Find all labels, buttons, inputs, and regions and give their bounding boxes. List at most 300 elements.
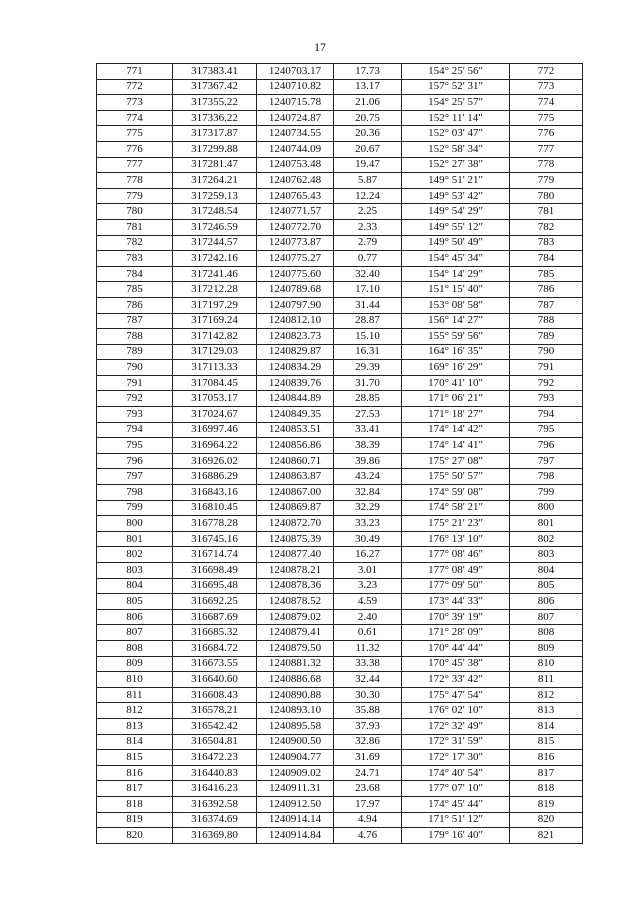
- direction-angle-cell: 174° 14' 42": [402, 422, 510, 438]
- table-row: [97, 438, 583, 454]
- table-row: [97, 703, 583, 719]
- next-point-number-cell: 814: [510, 718, 583, 734]
- next-point-number-cell: 778: [510, 157, 583, 173]
- y-coordinate-cell: 1240878.36: [257, 578, 334, 594]
- point-number-cell: 818: [97, 796, 173, 812]
- x-coordinate-cell: 316687.69: [173, 609, 257, 625]
- table-row: [97, 812, 583, 828]
- direction-angle-cell: 176° 02' 10": [402, 703, 510, 719]
- table-row: [97, 594, 583, 610]
- coordinates-table-body: [97, 64, 583, 844]
- direction-angle-cell: 171° 18' 27": [402, 407, 510, 423]
- direction-angle-cell: 152° 58' 34": [402, 141, 510, 157]
- point-number-cell: 808: [97, 640, 173, 656]
- direction-angle-cell: 176° 13' 10": [402, 531, 510, 547]
- table-row: [97, 141, 583, 157]
- next-point-number-cell: 821: [510, 828, 583, 844]
- x-coordinate-cell: 316698.49: [173, 563, 257, 579]
- x-coordinate-cell: 316684.72: [173, 640, 257, 656]
- distance-cell: 39.86: [334, 453, 402, 469]
- y-coordinate-cell: 1240893.10: [257, 703, 334, 719]
- next-point-number-cell: 785: [510, 266, 583, 282]
- direction-angle-cell: 151° 15' 40": [402, 282, 510, 298]
- direction-angle-cell: 156° 14' 27": [402, 313, 510, 329]
- direction-angle-cell: 154° 14' 29": [402, 266, 510, 282]
- y-coordinate-cell: 1240856.86: [257, 438, 334, 454]
- distance-cell: 5.87: [334, 173, 402, 189]
- next-point-number-cell: 820: [510, 812, 583, 828]
- point-number-cell: 796: [97, 453, 173, 469]
- table-row: [97, 79, 583, 95]
- point-number-cell: 781: [97, 219, 173, 235]
- point-number-cell: 820: [97, 828, 173, 844]
- table-row: [97, 547, 583, 563]
- y-coordinate-cell: 1240765.43: [257, 188, 334, 204]
- point-number-cell: 803: [97, 563, 173, 579]
- direction-angle-cell: 152° 11' 14": [402, 110, 510, 126]
- y-coordinate-cell: 1240912.50: [257, 796, 334, 812]
- distance-cell: 13.17: [334, 79, 402, 95]
- x-coordinate-cell: 316369.80: [173, 828, 257, 844]
- table-row: [97, 188, 583, 204]
- point-number-cell: 771: [97, 64, 173, 80]
- table-row: [97, 531, 583, 547]
- next-point-number-cell: 799: [510, 485, 583, 501]
- distance-cell: 31.70: [334, 375, 402, 391]
- table-row: [97, 297, 583, 313]
- y-coordinate-cell: 1240773.87: [257, 235, 334, 251]
- table-row: [97, 828, 583, 844]
- x-coordinate-cell: 317246.59: [173, 219, 257, 235]
- table-row: [97, 609, 583, 625]
- x-coordinate-cell: 316714.74: [173, 547, 257, 563]
- next-point-number-cell: 786: [510, 282, 583, 298]
- y-coordinate-cell: 1240872.70: [257, 516, 334, 532]
- x-coordinate-cell: 316964.22: [173, 438, 257, 454]
- direction-angle-cell: 174° 40' 54": [402, 765, 510, 781]
- x-coordinate-cell: 316843.16: [173, 485, 257, 501]
- next-point-number-cell: 809: [510, 640, 583, 656]
- table-row: [97, 344, 583, 360]
- table-row: [97, 126, 583, 142]
- distance-cell: 17.73: [334, 64, 402, 80]
- table-row: [97, 469, 583, 485]
- table-row: [97, 765, 583, 781]
- x-coordinate-cell: 316416.23: [173, 781, 257, 797]
- table-row: [97, 453, 583, 469]
- distance-cell: 31.44: [334, 297, 402, 313]
- distance-cell: 17.97: [334, 796, 402, 812]
- next-point-number-cell: 804: [510, 563, 583, 579]
- x-coordinate-cell: 317197.29: [173, 297, 257, 313]
- table-row: [97, 173, 583, 189]
- next-point-number-cell: 816: [510, 750, 583, 766]
- point-number-cell: 789: [97, 344, 173, 360]
- table-row: [97, 266, 583, 282]
- direction-angle-cell: 153° 08' 58": [402, 297, 510, 313]
- next-point-number-cell: 815: [510, 734, 583, 750]
- table-row: [97, 391, 583, 407]
- point-number-cell: 795: [97, 438, 173, 454]
- next-point-number-cell: 801: [510, 516, 583, 532]
- distance-cell: 17.10: [334, 282, 402, 298]
- y-coordinate-cell: 1240900.50: [257, 734, 334, 750]
- table-row: [97, 251, 583, 267]
- x-coordinate-cell: 317299.88: [173, 141, 257, 157]
- table-row: [97, 578, 583, 594]
- x-coordinate-cell: 317259.13: [173, 188, 257, 204]
- point-number-cell: 794: [97, 422, 173, 438]
- table-row: [97, 95, 583, 111]
- distance-cell: 4.59: [334, 594, 402, 610]
- distance-cell: 2.25: [334, 204, 402, 220]
- table-row: [97, 500, 583, 516]
- direction-angle-cell: 175° 27' 08": [402, 453, 510, 469]
- x-coordinate-cell: 317264.21: [173, 173, 257, 189]
- x-coordinate-cell: 317336.22: [173, 110, 257, 126]
- point-number-cell: 782: [97, 235, 173, 251]
- distance-cell: 20.36: [334, 126, 402, 142]
- distance-cell: 4.94: [334, 812, 402, 828]
- table-row: [97, 516, 583, 532]
- y-coordinate-cell: 1240879.02: [257, 609, 334, 625]
- distance-cell: 20.75: [334, 110, 402, 126]
- distance-cell: 32.84: [334, 485, 402, 501]
- x-coordinate-cell: 316374.69: [173, 812, 257, 828]
- point-number-cell: 797: [97, 469, 173, 485]
- y-coordinate-cell: 1240829.87: [257, 344, 334, 360]
- x-coordinate-cell: 317241.46: [173, 266, 257, 282]
- point-number-cell: 777: [97, 157, 173, 173]
- table-row: [97, 718, 583, 734]
- y-coordinate-cell: 1240753.48: [257, 157, 334, 173]
- distance-cell: 32.86: [334, 734, 402, 750]
- next-point-number-cell: 789: [510, 329, 583, 345]
- y-coordinate-cell: 1240762.48: [257, 173, 334, 189]
- distance-cell: 0.77: [334, 251, 402, 267]
- y-coordinate-cell: 1240710.82: [257, 79, 334, 95]
- y-coordinate-cell: 1240839.76: [257, 375, 334, 391]
- next-point-number-cell: 802: [510, 531, 583, 547]
- table-row: [97, 219, 583, 235]
- point-number-cell: 819: [97, 812, 173, 828]
- distance-cell: 28.87: [334, 313, 402, 329]
- x-coordinate-cell: 317024.67: [173, 407, 257, 423]
- x-coordinate-cell: 316640.60: [173, 672, 257, 688]
- next-point-number-cell: 810: [510, 656, 583, 672]
- next-point-number-cell: 806: [510, 594, 583, 610]
- x-coordinate-cell: 317242.16: [173, 251, 257, 267]
- direction-angle-cell: 170° 41' 10": [402, 375, 510, 391]
- distance-cell: 2.33: [334, 219, 402, 235]
- direction-angle-cell: 177° 09' 50": [402, 578, 510, 594]
- y-coordinate-cell: 1240775.60: [257, 266, 334, 282]
- distance-cell: 20.67: [334, 141, 402, 157]
- x-coordinate-cell: 316778.28: [173, 516, 257, 532]
- point-number-cell: 780: [97, 204, 173, 220]
- x-coordinate-cell: 317383.41: [173, 64, 257, 80]
- direction-angle-cell: 154° 25' 56": [402, 64, 510, 80]
- direction-angle-cell: 164° 16' 35": [402, 344, 510, 360]
- direction-angle-cell: 175° 50' 57": [402, 469, 510, 485]
- y-coordinate-cell: 1240797.90: [257, 297, 334, 313]
- direction-angle-cell: 174° 58' 21": [402, 500, 510, 516]
- x-coordinate-cell: 317248.54: [173, 204, 257, 220]
- point-number-cell: 814: [97, 734, 173, 750]
- y-coordinate-cell: 1240878.21: [257, 563, 334, 579]
- distance-cell: 24.71: [334, 765, 402, 781]
- direction-angle-cell: 149° 53' 42": [402, 188, 510, 204]
- direction-angle-cell: 171° 51' 12": [402, 812, 510, 828]
- table-row: [97, 422, 583, 438]
- distance-cell: 28.85: [334, 391, 402, 407]
- direction-angle-cell: 172° 32' 49": [402, 718, 510, 734]
- table-row: [97, 796, 583, 812]
- table-row: [97, 687, 583, 703]
- next-point-number-cell: 805: [510, 578, 583, 594]
- y-coordinate-cell: 1240823.73: [257, 329, 334, 345]
- next-point-number-cell: 798: [510, 469, 583, 485]
- point-number-cell: 792: [97, 391, 173, 407]
- table-row: [97, 734, 583, 750]
- direction-angle-cell: 174° 59' 08": [402, 485, 510, 501]
- x-coordinate-cell: 316440.83: [173, 765, 257, 781]
- y-coordinate-cell: 1240775.27: [257, 251, 334, 267]
- y-coordinate-cell: 1240744.09: [257, 141, 334, 157]
- y-coordinate-cell: 1240844.89: [257, 391, 334, 407]
- y-coordinate-cell: 1240875.39: [257, 531, 334, 547]
- x-coordinate-cell: 316692.25: [173, 594, 257, 610]
- x-coordinate-cell: 316504.81: [173, 734, 257, 750]
- next-point-number-cell: 819: [510, 796, 583, 812]
- point-number-cell: 798: [97, 485, 173, 501]
- direction-angle-cell: 170° 44' 44": [402, 640, 510, 656]
- next-point-number-cell: 803: [510, 547, 583, 563]
- y-coordinate-cell: 1240911.31: [257, 781, 334, 797]
- next-point-number-cell: 817: [510, 765, 583, 781]
- x-coordinate-cell: 316926.02: [173, 453, 257, 469]
- distance-cell: 23.68: [334, 781, 402, 797]
- y-coordinate-cell: 1240878.52: [257, 594, 334, 610]
- y-coordinate-cell: 1240860.71: [257, 453, 334, 469]
- y-coordinate-cell: 1240771.57: [257, 204, 334, 220]
- y-coordinate-cell: 1240914.14: [257, 812, 334, 828]
- x-coordinate-cell: 317113.33: [173, 360, 257, 376]
- y-coordinate-cell: 1240890.88: [257, 687, 334, 703]
- distance-cell: 31.69: [334, 750, 402, 766]
- y-coordinate-cell: 1240724.87: [257, 110, 334, 126]
- table-row: [97, 407, 583, 423]
- direction-angle-cell: 172° 31' 59": [402, 734, 510, 750]
- direction-angle-cell: 177° 08' 46": [402, 547, 510, 563]
- distance-cell: 32.40: [334, 266, 402, 282]
- y-coordinate-cell: 1240909.02: [257, 765, 334, 781]
- next-point-number-cell: 774: [510, 95, 583, 111]
- direction-angle-cell: 175° 47' 54": [402, 687, 510, 703]
- point-number-cell: 811: [97, 687, 173, 703]
- direction-angle-cell: 177° 07' 10": [402, 781, 510, 797]
- distance-cell: 43.24: [334, 469, 402, 485]
- direction-angle-cell: 169° 16' 29": [402, 360, 510, 376]
- table-row: [97, 672, 583, 688]
- distance-cell: 16.27: [334, 547, 402, 563]
- table-row: [97, 781, 583, 797]
- x-coordinate-cell: 316578.21: [173, 703, 257, 719]
- y-coordinate-cell: 1240863.87: [257, 469, 334, 485]
- distance-cell: 30.49: [334, 531, 402, 547]
- table-row: [97, 360, 583, 376]
- point-number-cell: 809: [97, 656, 173, 672]
- x-coordinate-cell: 317317.87: [173, 126, 257, 142]
- table-row: [97, 157, 583, 173]
- next-point-number-cell: 792: [510, 375, 583, 391]
- y-coordinate-cell: 1240886.68: [257, 672, 334, 688]
- next-point-number-cell: 783: [510, 235, 583, 251]
- y-coordinate-cell: 1240881.32: [257, 656, 334, 672]
- x-coordinate-cell: 316542.42: [173, 718, 257, 734]
- direction-angle-cell: 174° 45' 44": [402, 796, 510, 812]
- next-point-number-cell: 811: [510, 672, 583, 688]
- distance-cell: 35.88: [334, 703, 402, 719]
- point-number-cell: 783: [97, 251, 173, 267]
- distance-cell: 4.76: [334, 828, 402, 844]
- next-point-number-cell: 796: [510, 438, 583, 454]
- x-coordinate-cell: 316745.16: [173, 531, 257, 547]
- direction-angle-cell: 174° 14' 41": [402, 438, 510, 454]
- direction-angle-cell: 172° 17' 30": [402, 750, 510, 766]
- x-coordinate-cell: 316886.29: [173, 469, 257, 485]
- point-number-cell: 791: [97, 375, 173, 391]
- next-point-number-cell: 782: [510, 219, 583, 235]
- point-number-cell: 804: [97, 578, 173, 594]
- point-number-cell: 799: [97, 500, 173, 516]
- point-number-cell: 812: [97, 703, 173, 719]
- direction-angle-cell: 172° 33' 42": [402, 672, 510, 688]
- table-row: [97, 750, 583, 766]
- y-coordinate-cell: 1240789.68: [257, 282, 334, 298]
- x-coordinate-cell: 317142.82: [173, 329, 257, 345]
- next-point-number-cell: 807: [510, 609, 583, 625]
- point-number-cell: 815: [97, 750, 173, 766]
- table-row: [97, 625, 583, 641]
- x-coordinate-cell: 317053.17: [173, 391, 257, 407]
- direction-angle-cell: 171° 06' 21": [402, 391, 510, 407]
- y-coordinate-cell: 1240904.77: [257, 750, 334, 766]
- point-number-cell: 776: [97, 141, 173, 157]
- y-coordinate-cell: 1240715.78: [257, 95, 334, 111]
- x-coordinate-cell: 317367.42: [173, 79, 257, 95]
- point-number-cell: 784: [97, 266, 173, 282]
- point-number-cell: 785: [97, 282, 173, 298]
- x-coordinate-cell: 316695.48: [173, 578, 257, 594]
- y-coordinate-cell: 1240869.87: [257, 500, 334, 516]
- x-coordinate-cell: 316673.55: [173, 656, 257, 672]
- next-point-number-cell: 777: [510, 141, 583, 157]
- y-coordinate-cell: 1240877.40: [257, 547, 334, 563]
- point-number-cell: 805: [97, 594, 173, 610]
- y-coordinate-cell: 1240914.84: [257, 828, 334, 844]
- next-point-number-cell: 812: [510, 687, 583, 703]
- y-coordinate-cell: 1240734.55: [257, 126, 334, 142]
- next-point-number-cell: 784: [510, 251, 583, 267]
- point-number-cell: 788: [97, 329, 173, 345]
- x-coordinate-cell: 316685.32: [173, 625, 257, 641]
- point-number-cell: 800: [97, 516, 173, 532]
- distance-cell: 38.39: [334, 438, 402, 454]
- y-coordinate-cell: 1240812.10: [257, 313, 334, 329]
- point-number-cell: 806: [97, 609, 173, 625]
- next-point-number-cell: 800: [510, 500, 583, 516]
- distance-cell: 16.31: [334, 344, 402, 360]
- point-number-cell: 786: [97, 297, 173, 313]
- y-coordinate-cell: 1240703.17: [257, 64, 334, 80]
- distance-cell: 3.01: [334, 563, 402, 579]
- direction-angle-cell: 154° 45' 34": [402, 251, 510, 267]
- next-point-number-cell: 780: [510, 188, 583, 204]
- y-coordinate-cell: 1240867.00: [257, 485, 334, 501]
- point-number-cell: 790: [97, 360, 173, 376]
- direction-angle-cell: 157° 52' 31": [402, 79, 510, 95]
- point-number-cell: 779: [97, 188, 173, 204]
- next-point-number-cell: 797: [510, 453, 583, 469]
- next-point-number-cell: 788: [510, 313, 583, 329]
- point-number-cell: 810: [97, 672, 173, 688]
- next-point-number-cell: 818: [510, 781, 583, 797]
- x-coordinate-cell: 317244.57: [173, 235, 257, 251]
- x-coordinate-cell: 317169.24: [173, 313, 257, 329]
- x-coordinate-cell: 317129.03: [173, 344, 257, 360]
- distance-cell: 21.06: [334, 95, 402, 111]
- next-point-number-cell: 772: [510, 64, 583, 80]
- distance-cell: 29.39: [334, 360, 402, 376]
- y-coordinate-cell: 1240853.51: [257, 422, 334, 438]
- x-coordinate-cell: 316392.58: [173, 796, 257, 812]
- direction-angle-cell: 170° 39' 19": [402, 609, 510, 625]
- table-row: [97, 282, 583, 298]
- y-coordinate-cell: 1240895.58: [257, 718, 334, 734]
- next-point-number-cell: 808: [510, 625, 583, 641]
- distance-cell: 19.47: [334, 157, 402, 173]
- next-point-number-cell: 794: [510, 407, 583, 423]
- point-number-cell: 801: [97, 531, 173, 547]
- point-number-cell: 775: [97, 126, 173, 142]
- direction-angle-cell: 171° 28' 09": [402, 625, 510, 641]
- point-number-cell: 807: [97, 625, 173, 641]
- distance-cell: 33.41: [334, 422, 402, 438]
- distance-cell: 32.44: [334, 672, 402, 688]
- next-point-number-cell: 776: [510, 126, 583, 142]
- next-point-number-cell: 775: [510, 110, 583, 126]
- direction-angle-cell: 149° 55' 12": [402, 219, 510, 235]
- point-number-cell: 787: [97, 313, 173, 329]
- x-coordinate-cell: 317212.28: [173, 282, 257, 298]
- table-row: [97, 313, 583, 329]
- next-point-number-cell: 773: [510, 79, 583, 95]
- distance-cell: 3.23: [334, 578, 402, 594]
- table-row: [97, 64, 583, 80]
- coordinates-table: [96, 63, 583, 844]
- next-point-number-cell: 781: [510, 204, 583, 220]
- x-coordinate-cell: 316810.45: [173, 500, 257, 516]
- direction-angle-cell: 155° 59' 56": [402, 329, 510, 345]
- direction-angle-cell: 154° 25' 57": [402, 95, 510, 111]
- point-number-cell: 816: [97, 765, 173, 781]
- table-row: [97, 329, 583, 345]
- distance-cell: 33.23: [334, 516, 402, 532]
- distance-cell: 0.61: [334, 625, 402, 641]
- distance-cell: 37.93: [334, 718, 402, 734]
- point-number-cell: 813: [97, 718, 173, 734]
